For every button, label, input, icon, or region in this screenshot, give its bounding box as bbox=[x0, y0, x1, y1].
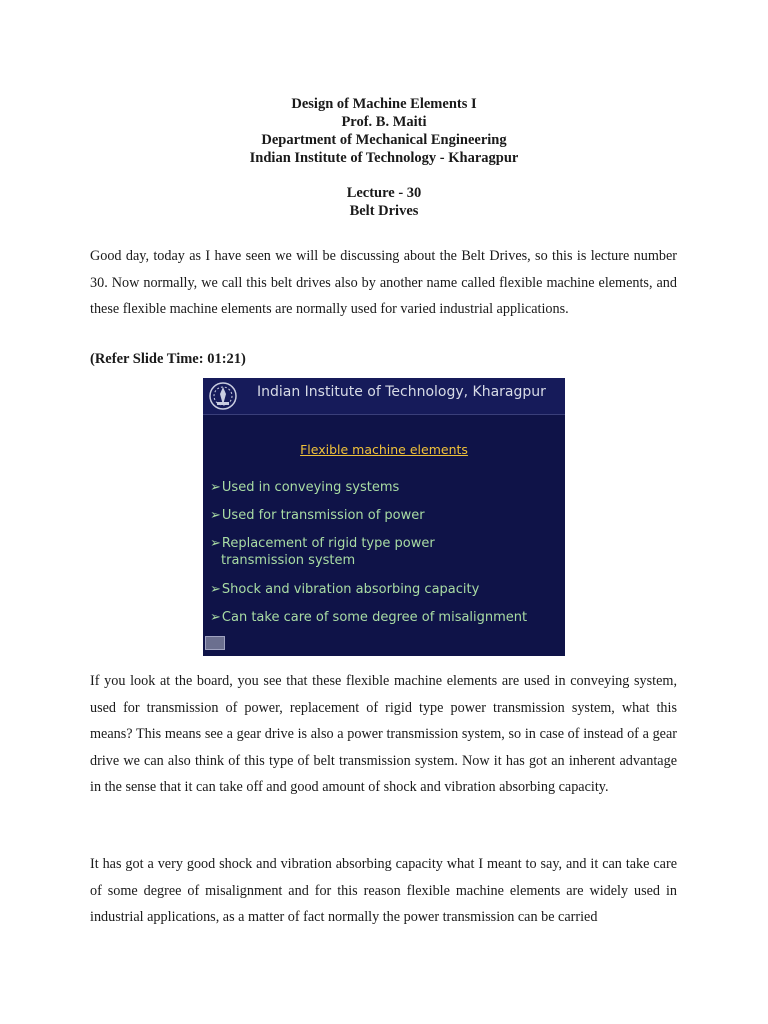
iit-logo-icon bbox=[207, 380, 239, 412]
slide-control-icon bbox=[205, 636, 225, 650]
paragraph-shock-absorbing: It has got a very good shock and vibration absorbing capacity what I meant to say, and it can take care of some degree of misalignment and for this reason flexible machine elements are widely used in industrial applications, as a matter of fact normally the power transmission can be carried bbox=[90, 856, 677, 925]
department-name: Department of Mechanical Engineering bbox=[261, 132, 507, 148]
lecture-number: Lecture - 30 bbox=[346, 185, 422, 201]
arrow-bullet-icon: ➢ bbox=[210, 582, 221, 597]
arrow-bullet-icon: ➢ bbox=[210, 508, 221, 523]
slide-bullet: ➢Can take care of some degree of misalignment bbox=[210, 610, 528, 625]
professor-name: Prof. B. Maiti bbox=[341, 114, 427, 130]
lecture-slide-image bbox=[203, 378, 565, 656]
slide-title-bar bbox=[203, 378, 565, 415]
slide-bullet: ➢Replacement of rigid type power transmission system bbox=[210, 536, 435, 568]
arrow-bullet-icon: ➢ bbox=[210, 480, 221, 495]
slide-bullet: ➢Shock and vibration absorbing capacity bbox=[210, 582, 480, 597]
arrow-bullet-icon: ➢ bbox=[210, 610, 221, 625]
slide-bullet: ➢Used for transmission of power bbox=[210, 508, 425, 523]
slide-title: Indian Institute of Technology, Kharagpur bbox=[257, 384, 546, 400]
lecture-topic: Belt Drives bbox=[349, 203, 419, 219]
refer-slide-time: (Refer Slide Time: 01:21) bbox=[90, 351, 246, 367]
slide-bullet: ➢Used in conveying systems bbox=[210, 480, 400, 495]
paragraph-intro: Good day, today as I have seen we will be discussing about the Belt Drives, so this is lecture number 30. Now normally, we call this belt drives also by another name called flexible machine elements, and these flexible machine elements are normally used for varied industrial applications. bbox=[90, 248, 677, 317]
institute-name: Indian Institute of Technology - Kharagpur bbox=[249, 150, 519, 166]
lecture-heading bbox=[0, 184, 768, 220]
slide-heading: Flexible machine elements bbox=[300, 442, 468, 457]
arrow-bullet-icon: ➢ bbox=[210, 536, 221, 551]
document-header bbox=[0, 95, 768, 167]
paragraph-board: If you look at the board, you see that these flexible machine elements are used in conveying system, used for transmission of power, replacement of rigid type power transmission system, what this means? This means see a gear drive is also a power transmission system, so in case of instead of a gear drive we can also think of this type of belt transmission system. Now it has got an inherent advantage in the sense that it can take off and good amount of shock and vibration absorbing capacity. bbox=[90, 673, 677, 795]
course-title: Design of Machine Elements I bbox=[291, 96, 477, 112]
